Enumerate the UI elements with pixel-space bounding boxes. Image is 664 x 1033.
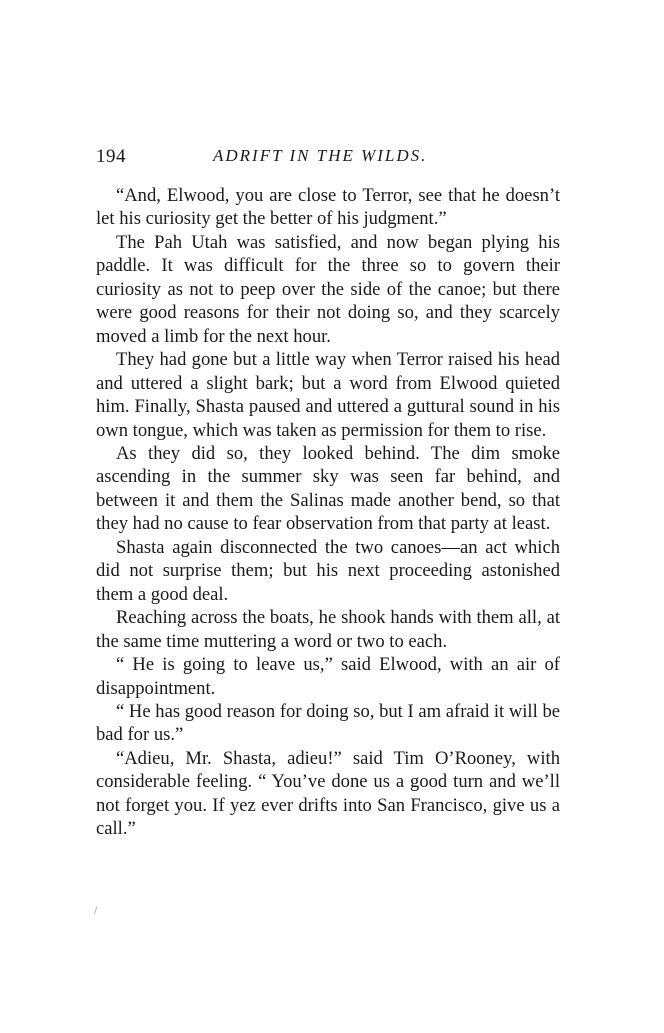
paragraph: “And, Elwood, you are close to Terror, see that he doesn’t let his curiosity get the better of his judgment.”: [96, 185, 560, 230]
paragraph: They had gone but a little way when Terror raised his head and uttered a slight bark; but a word from Elwood quieted him. Finally, Shasta paused and uttered a guttural sound in his own tongue, which was taken as permission for them to rise.: [96, 349, 560, 441]
paragraph: “ He has good reason for doing so, but I am afraid it will be bad for us.”: [96, 700, 560, 746]
paragraph: Reaching across the boats, he shook hands with them all, at the same time muttering a word or two to each.: [96, 607, 560, 652]
ink-mark: [94, 907, 100, 916]
paragraph: As they did so, they looked behind. The dim smoke ascending in the summer sky was seen far behind, and between it and them the Salinas made another bend, so that they had no cause to fear observation from that party at least.: [96, 442, 560, 535]
paragraph: “ He is going to leave us,” said Elwood, with an air of disappointment.: [96, 654, 560, 699]
paragraph: The Pah Utah was satisfied, and now began plying his paddle. It was difficult for the three so to govern their curiosity as not to peep over the side of the canoe; but there were good reasons for their not doing so, and they scarcely moved a limb for the next hour.: [96, 231, 560, 347]
page-header: [96, 146, 560, 170]
body-text: [96, 184, 560, 841]
running-title: ADRIFT IN THE WILDS.: [213, 146, 428, 165]
paragraph: “Adieu, Mr. Shasta, adieu!” said Tim O’Rooney, with considerable feeling. “ You’ve done us a good turn and we’ll not forget you. If yez ever drifts into San Francisco, give us a call.”: [96, 747, 560, 840]
page-number: 194: [96, 146, 126, 167]
paragraph: Shasta again disconnected the two canoes—an act which did not surprise them; but his next proceeding astonished them a good deal.: [96, 536, 560, 605]
